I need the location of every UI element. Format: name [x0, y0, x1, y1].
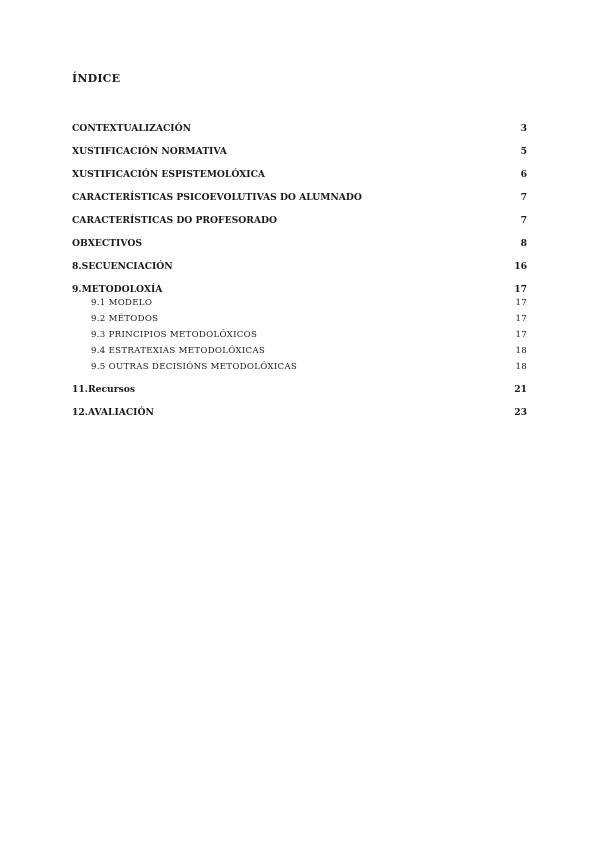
toc-entry-page: 23 [514, 407, 527, 418]
toc-subentry-label: 9.3 PRINCIPIOS METODOLÓXICOS [91, 330, 258, 340]
toc-entry-obxectivos[interactable] [72, 237, 527, 260]
toc-entry-label: 9.METODOLOXÍA [72, 284, 163, 295]
toc-subentry-page: 18 [515, 362, 527, 372]
toc-entry-label: 8.SECUENCIACIÓN [72, 261, 173, 272]
toc-subentry-metodos[interactable] [72, 313, 527, 329]
toc-entry-label: CONTEXTUALIZACIÓN [72, 123, 191, 134]
toc-title: ÍNDICE [72, 72, 121, 85]
toc-subentry-page: 17 [515, 330, 527, 340]
toc-subentry-page: 17 [515, 298, 527, 308]
toc-subentry-label: 9.2 MÉTODOS [91, 314, 159, 324]
toc-entry-page: 16 [514, 261, 527, 272]
toc-entry-recursos[interactable] [72, 383, 527, 406]
toc-subentry-principios[interactable] [72, 329, 527, 345]
toc-entry-page: 5 [520, 146, 527, 157]
toc-entry-label: CARACTERÍSTICAS PSICOEVOLUTIVAS DO ALUMNADO [72, 192, 362, 203]
toc-entry-avaliacion[interactable] [72, 406, 527, 429]
toc-entry-page: 8 [520, 238, 527, 249]
toc-entry-metodoloxia[interactable] [72, 283, 527, 297]
toc-entry-label: 12.AVALIACIÓN [72, 407, 154, 418]
toc-entry-page: 21 [514, 384, 527, 395]
toc-subentry-label: 9.5 OUTRAS DECISIÓNS METODOLÓXICAS [91, 362, 298, 372]
toc-entry-page: 6 [520, 169, 527, 180]
toc-entry-page: 7 [520, 215, 527, 226]
toc-entry-label: OBXECTIVOS [72, 238, 142, 249]
toc-entry-caracteristicas-alumnado[interactable] [72, 191, 527, 214]
toc-subentry-page: 18 [515, 346, 527, 356]
toc-entry-page: 17 [514, 284, 527, 295]
toc-subentry-page: 17 [515, 314, 527, 324]
toc-entry-xustificacion-normativa[interactable] [72, 145, 527, 168]
toc-entry-xustificacion-espistemoloxica[interactable] [72, 168, 527, 191]
toc-subentry-estratexias[interactable] [72, 345, 527, 361]
toc-subentry-label: 9.1 MODELO [91, 298, 153, 308]
table-of-contents [72, 122, 527, 429]
toc-entry-page: 7 [520, 192, 527, 203]
toc-entry-page: 3 [520, 123, 527, 134]
toc-subentry-modelo[interactable] [72, 297, 527, 313]
toc-entry-label: CARACTERÍSTICAS DO PROFESORADO [72, 215, 277, 226]
toc-subentry-label: 9.4 ESTRATEXIAS METODOLÓXICAS [91, 346, 266, 356]
toc-subentry-outras-decisions[interactable] [72, 361, 527, 383]
toc-entry-label: XUSTIFICACIÓN NORMATIVA [72, 146, 227, 157]
toc-entry-secuenciacion[interactable] [72, 260, 527, 283]
toc-entry-label: XUSTIFICACIÓN ESPISTEMOLÓXICA [72, 169, 266, 180]
toc-entry-caracteristicas-profesorado[interactable] [72, 214, 527, 237]
toc-entry-contextualizacion[interactable] [72, 122, 527, 145]
toc-entry-label: 11.Recursos [72, 384, 136, 395]
